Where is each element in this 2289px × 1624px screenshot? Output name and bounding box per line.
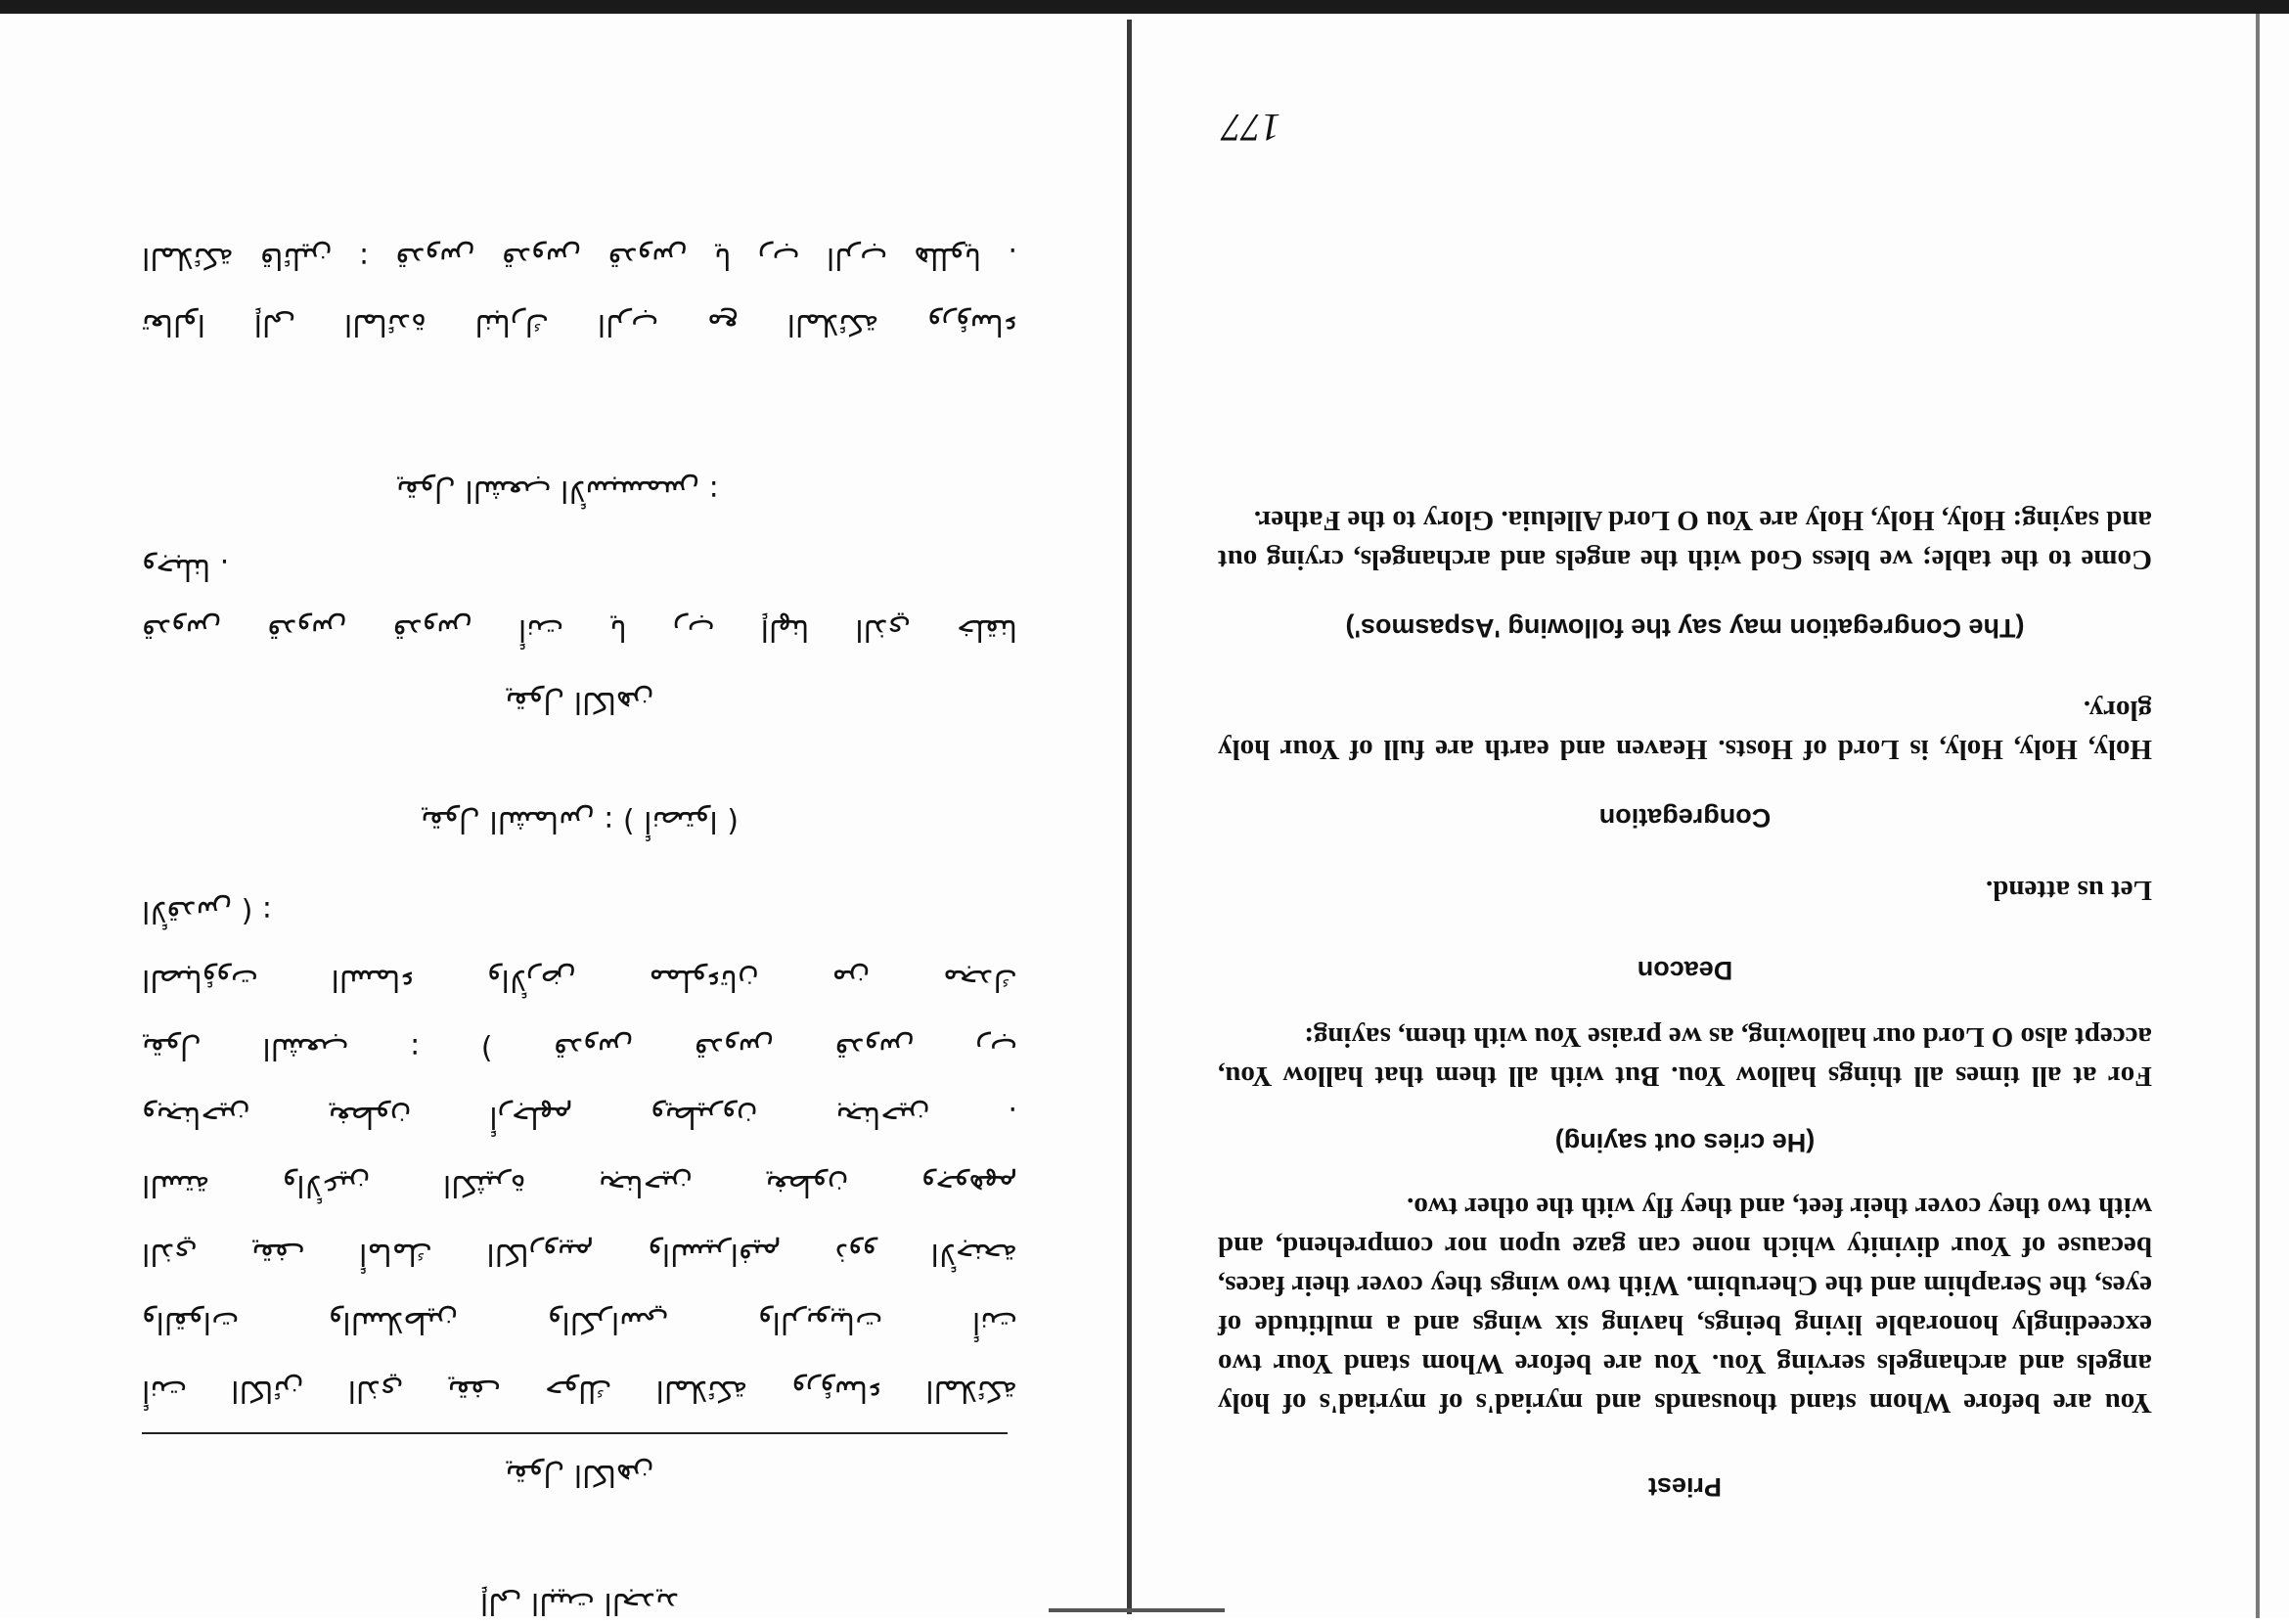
rubric-cries-out: (He cries out saying)	[1554, 1128, 1816, 1157]
scan-top-edge	[0, 0, 2289, 14]
scan-right-edge	[2256, 14, 2260, 1618]
heading-congregation: Congregation	[1598, 803, 1772, 833]
book-spine	[1127, 20, 1132, 1614]
scan-bottom-edge	[1049, 1608, 1225, 1612]
arabic-heading-priest: يقول الكاهن	[505, 1458, 654, 1492]
paragraph-hallow: For at all times all things hallow You. But with all them that hallow You, accept also O Lord our hallowing, as we praise You with them, saying:	[1218, 1021, 2152, 1092]
arabic-footer-line: إلى البيت الجديد	[479, 1586, 680, 1620]
arabic-text-line: الملائكة قائلين : قدوس قدوس قدوس يا رب الرب هللويا .	[142, 241, 1017, 275]
arabic-heading-deacon: يقول الشماس : ( أنصتوا )	[421, 804, 739, 838]
arabic-text-line: وجبلنا .	[142, 552, 230, 586]
page-number: 177	[1222, 106, 1280, 150]
arabic-heading-priest-2: يقول الكاهن	[505, 685, 654, 719]
heading-deacon: Deacon	[1637, 956, 1733, 985]
paragraph-congregation: Holy, Holy, Holy, is Lord of Hosts. Heaven and earth are full of Your holy glory.	[1218, 695, 2152, 765]
heading-priest: Priest	[1647, 1472, 1723, 1502]
paragraph-aspasmos: Come to the table; we bless God with the angels and archangels, crying out and saying: Holy, Holy, Holy are You O Lord Alleluia. Glory to the Father.	[1218, 505, 2152, 575]
english-page	[1218, 106, 2152, 1507]
arabic-text-line: قدوس قدوس قدوس أنت يا رب إلهنا الذي خلقنا	[142, 612, 1017, 647]
paragraph-deacon: Let us attend.	[1986, 875, 2152, 906]
arabic-text-line: يقول الشعب : ( قدوس قدوس قدوس رب	[142, 1031, 1017, 1065]
arabic-text-line: وبجناحين يغطون أرجلهم ويطيرون بجناحين .	[142, 1100, 1017, 1134]
paragraph-priest: You are before Whom stand thousands and myriad's of myriad's of holy angels and archangels serving You. You are before Whom stand Your two exceedingly honorable living beings, having six wings and a multitude of eyes, the Seraphim and the Cherubim. With two wings they cover their faces, because of Your divinity which none can gaze upon nor comprehend, and with two they cover their feet, and they fly with the other two.	[1218, 1192, 2152, 1419]
arabic-line-aspasmos: يقول الشعب الأسبسمس :	[396, 474, 719, 508]
rubric-aspasmos: (The Congregation may say the following 'Aspasmos')	[1345, 613, 2025, 643]
arabic-page	[142, 142, 1017, 1620]
arabic-text-line: تعالوا إلى المائدة لنبارك الرب مع الملائكة ورؤساء	[142, 307, 1017, 341]
arabic-text-line: الصباؤوت السماء والأرض مملوءتان من مجدك	[142, 963, 1017, 997]
arabic-text-line: أنت الكائن الذي يقف حولك الملائكة ورؤساء الملائكة	[142, 1374, 1017, 1408]
arabic-text-line: الذي يقف أمامك الكاروبيم والسيرافيم ذوو الأجنحة	[142, 1237, 1017, 1271]
arabic-text-line: الستة والأعين الكثيرة بجناحين يغطون وجوههم	[142, 1168, 1017, 1202]
arabic-text-line: الأقدس ) :	[142, 894, 273, 928]
arabic-text-line: والقوات والسلاطين والكراسي والربوبيات أنت	[142, 1305, 1017, 1339]
